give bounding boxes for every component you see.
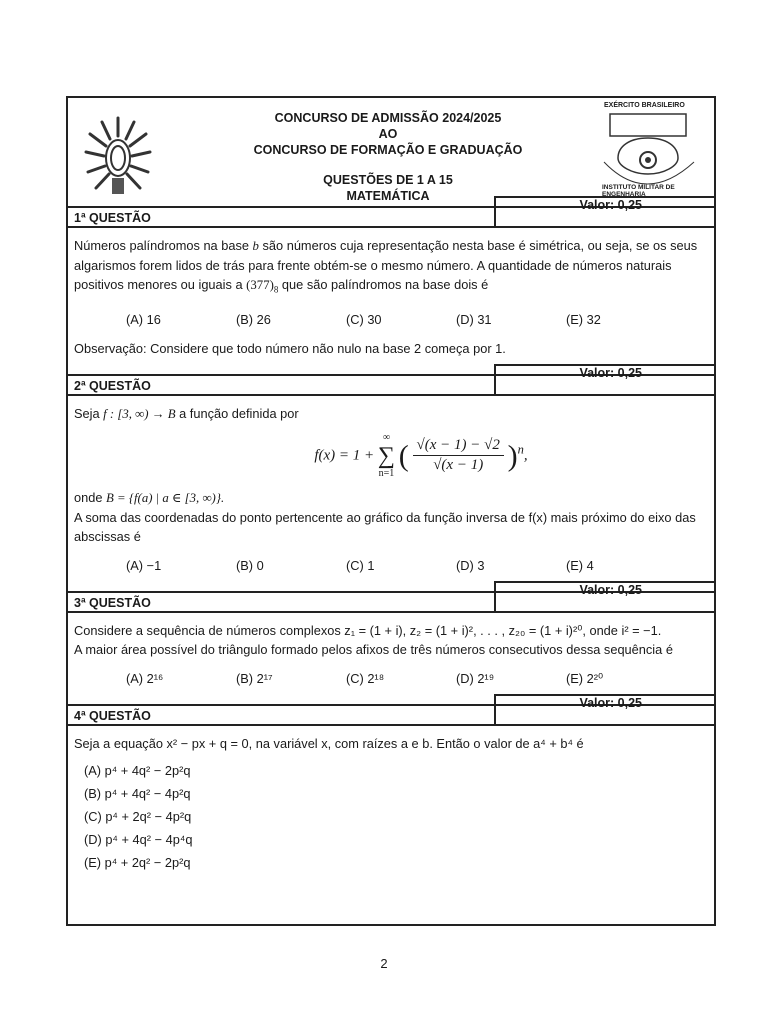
question-3-value-box [494, 581, 714, 613]
question-3-text: Considere a sequência de números complexos z₁ = (1 + i), z₂ = (1 + i)², . . . , z₂₀ = (1 + i)²⁰, onde i² = −1. [74, 622, 662, 638]
question-4-text: Seja a equação x² − px + q = 0, na variável x, com raízes a e b. Então o valor de a⁴ + b⁴ é [74, 735, 584, 751]
army-crest-icon [82, 112, 154, 198]
question-1-title: 1ª QUESTÃO [74, 211, 151, 225]
questions-range: QUESTÕES DE 1 A 15 [323, 173, 453, 187]
question-1-value: Valor: 0,25 [579, 198, 642, 212]
question-2-options [126, 556, 708, 575]
question-2-body [68, 396, 714, 591]
option-b[interactable]: (B) 26 [236, 311, 271, 327]
question-1-bar [68, 198, 714, 228]
option-c[interactable]: (C) 30 [346, 311, 382, 327]
option-a[interactable]: (A) −1 [126, 557, 162, 573]
question-1-options [126, 310, 708, 329]
option-b[interactable]: (B) 0 [236, 557, 264, 573]
option-c[interactable]: (C) 2¹⁸ [346, 670, 385, 686]
question-3-question: A maior área possível do triângulo formado pelos afixos de três números consecutivos dessa sequência é [74, 641, 673, 657]
function-formula: f(x) = 1 + ∞ ∑ n=1 ( $\frac{√(x - 1) - √2}{√(x - 1)}$ )$^n$, [314, 431, 528, 479]
question-2-value: Valor: 0,25 [579, 365, 642, 380]
formula-fraction: $\frac{√(x - 1) - √2}{√(x - 1)}$ [413, 436, 504, 475]
question-2-title: 2ª QUESTÃO [74, 378, 151, 393]
question-4-bar [68, 695, 714, 726]
option-b[interactable]: (B) p⁴ + 4q² − 4p²q [84, 785, 191, 801]
option-e[interactable]: (E) p⁴ + 2q² − 2p²q [84, 854, 191, 870]
option-e[interactable]: (E) 2²⁰ [566, 670, 604, 686]
logo-top-text: EXÉRCITO BRASILEIRO [604, 102, 685, 109]
option-d[interactable]: (D) p⁴ + 4q² − 4p⁴q [84, 831, 193, 847]
contest-ao: AO [378, 127, 398, 141]
question-4-value-box [494, 694, 714, 726]
question-2-text: A soma das coordenadas do ponto pertencente ao gráfico da função inversa de f(x) mais próximo do eixo das abscissas é [74, 509, 696, 544]
question-1-note: Observação: Considere que todo número não nulo na base 2 começa por 1. [74, 340, 506, 356]
question-4-options [84, 759, 708, 874]
option-a[interactable]: (A) p⁴ + 4q² − 2p²q [84, 762, 191, 778]
question-2-intro: Seja f : [3, ∞) → B a função definida por [74, 405, 299, 421]
page-number: 2 [380, 956, 388, 971]
question-3-title: 3ª QUESTÃO [74, 595, 151, 610]
option-d[interactable]: (D) 31 [456, 311, 492, 327]
option-e[interactable]: (E) 4 [566, 557, 594, 573]
contest-title: CONCURSO DE ADMISSÃO 2024/2025 [274, 111, 502, 125]
question-3-value: Valor: 0,25 [579, 582, 642, 597]
question-3-options [126, 669, 708, 688]
option-c[interactable]: (C) p⁴ + 2q² − 4p²q [84, 808, 192, 824]
subject-title: MATEMÁTICA [346, 189, 430, 203]
question-3-bar [68, 582, 714, 613]
summation-icon: ∞ ∑ n=1 [377, 431, 396, 479]
question-4-value: Valor: 0,25 [579, 695, 642, 710]
exam-page [66, 96, 716, 926]
option-d[interactable]: (D) 3 [456, 557, 485, 573]
question-1-body [68, 228, 714, 364]
logo-bottom-text: INSTITUTO MILITAR DE ENGENHARIA [602, 184, 675, 198]
option-d[interactable]: (D) 2¹⁹ [456, 670, 495, 686]
contest-subtitle: CONCURSO DE FORMAÇÃO E GRADUAÇÃO [253, 143, 523, 157]
question-1-text: Números palíndromos na base b são números cuja representação nesta base é simétrica, ou seja, se os seus algarismos forem lidos de trás para frente obtém-se o mesmo número. A quantidade de números naturais positivos menores ou iguais a $(377)_8$ que são palíndromos na base dois é [74, 238, 698, 295]
option-a[interactable]: (A) 2¹⁶ [126, 670, 164, 686]
question-1-value-box [494, 196, 714, 228]
question-3-body [68, 613, 714, 704]
option-b[interactable]: (B) 2¹⁷ [236, 670, 273, 686]
option-e[interactable]: (E) 32 [566, 311, 601, 327]
question-2-value-box [494, 364, 714, 396]
option-a[interactable]: (A) 16 [126, 311, 161, 327]
question-4-body [68, 726, 714, 880]
question-4-title: 4ª QUESTÃO [74, 708, 151, 723]
question-2-bar [68, 365, 714, 396]
option-c[interactable]: (C) 1 [346, 557, 375, 573]
header-titles [218, 110, 558, 204]
ime-logo [596, 102, 700, 202]
question-2-where: onde B = {f(a) | a ∈ [3, ∞)}. [74, 489, 225, 505]
exam-header [68, 98, 714, 206]
